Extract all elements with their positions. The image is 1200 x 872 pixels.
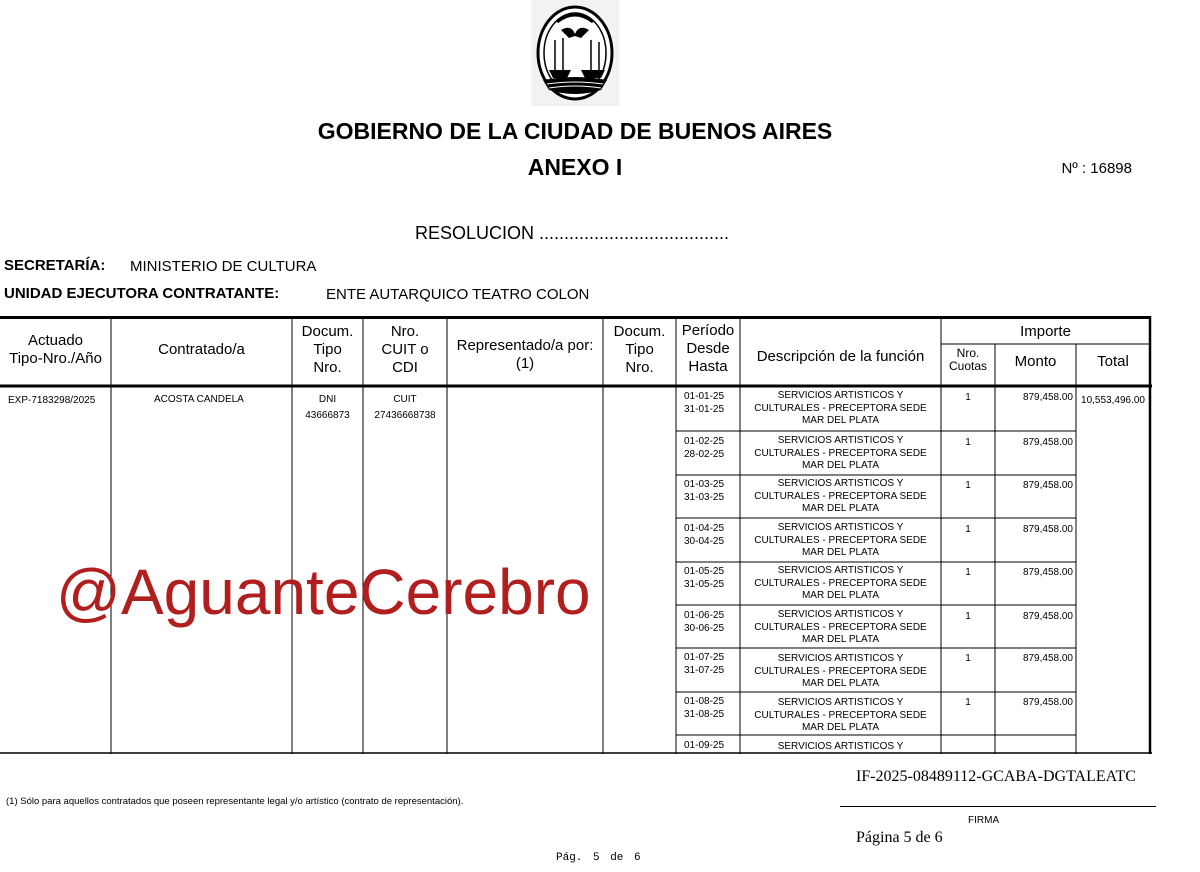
header-importe: Importe <box>1020 323 1071 340</box>
table-row <box>676 735 1076 753</box>
row-monto: 879,458.00 <box>1022 392 1073 403</box>
record-documento: DNI 43666873 <box>305 394 350 421</box>
row-period: 01-04-25 30-04-25 <box>684 523 725 547</box>
row-cuotas: 1 <box>965 437 971 448</box>
row-cuotas: 1 <box>965 392 971 403</box>
watermark-text: @AguanteCerebro <box>56 556 591 628</box>
unidad-label: UNIDAD EJECUTORA CONTRATANTE: <box>4 285 280 302</box>
row-period: 01-06-25 30-06-25 <box>684 610 725 634</box>
signature-label: FIRMA <box>968 815 1000 826</box>
row-monto: 879,458.00 <box>1022 567 1073 578</box>
table-row <box>676 431 1076 475</box>
header-periodo: Período Desde Hasta <box>681 322 735 375</box>
row-period: 01-03-25 31-03-25 <box>684 479 725 503</box>
row-cuotas: 1 <box>965 653 971 664</box>
row-cuotas: 1 <box>965 611 971 622</box>
page-indicator: Página 5 de 6 <box>856 829 943 846</box>
city-seal <box>531 0 619 106</box>
row-description: SERVICIOS ARTISTICOS Y <box>777 741 904 752</box>
header-contratado: Contratado/a <box>158 341 245 358</box>
document-number: Nº : 16898 <box>1061 160 1132 177</box>
row-monto: 879,458.00 <box>1022 437 1073 448</box>
government-title: GOBIERNO DE LA CIUDAD DE BUENOS AIRES <box>317 118 833 144</box>
footnote: (1) Sólo para aquellos contratados que poseen representante legal y/o artístico (contrato de representación). <box>6 796 464 807</box>
row-description: SERVICIOS ARTISTICOS Y CULTURALES - PRECEPTORA SEDE MAR DEL PLATA <box>754 697 927 733</box>
secretaria-value: MINISTERIO DE CULTURA <box>130 258 317 275</box>
page-footer: Pág. 5 de 6 <box>556 852 641 864</box>
header-monto: Monto <box>1014 353 1057 370</box>
table-row <box>676 475 1076 518</box>
table-row <box>676 605 1076 648</box>
signature-line <box>840 806 1156 807</box>
header-cuotas: Nro. Cuotas <box>948 346 988 373</box>
row-period: 01-05-25 31-05-25 <box>684 566 725 590</box>
row-period: 01-02-25 28-02-25 <box>684 436 725 460</box>
record-total: 10,553,496.00 <box>1081 395 1145 406</box>
annex-title: ANEXO I <box>527 154 623 180</box>
record-contratado: ACOSTA CANDELA <box>154 394 244 405</box>
table-row <box>676 562 1076 605</box>
row-monto: 879,458.00 <box>1022 524 1073 535</box>
row-description: SERVICIOS ARTISTICOS Y CULTURALES - PRECEPTORA SEDE MAR DEL PLATA <box>754 609 927 645</box>
header-representado: Representado/a por: (1) <box>456 337 594 372</box>
row-description: SERVICIOS ARTISTICOS Y CULTURALES - PRECEPTORA SEDE MAR DEL PLATA <box>754 390 927 426</box>
row-description: SERVICIOS ARTISTICOS Y CULTURALES - PRECEPTORA SEDE MAR DEL PLATA <box>754 435 927 471</box>
row-cuotas: 1 <box>965 480 971 491</box>
record-actuado: EXP-7183298/2025 <box>8 395 96 406</box>
row-description: SERVICIOS ARTISTICOS Y CULTURALES - PRECEPTORA SEDE MAR DEL PLATA <box>754 565 927 601</box>
row-period: 01-01-25 31-01-25 <box>684 391 725 415</box>
row-monto: 879,458.00 <box>1022 480 1073 491</box>
header-descripcion: Descripción de la función <box>756 348 925 365</box>
row-monto: 879,458.00 <box>1022 697 1073 708</box>
document-id: IF-2025-08489112-GCABA-DGTALEATC <box>856 768 1136 785</box>
row-cuotas: 1 <box>965 567 971 578</box>
row-monto: 879,458.00 <box>1022 611 1073 622</box>
header-docum: Docum. Tipo Nro. <box>301 323 354 376</box>
header-cuit: Nro. CUIT o CDI <box>381 323 429 376</box>
unidad-value: ENTE AUTARQUICO TEATRO COLON <box>326 286 590 303</box>
row-description: SERVICIOS ARTISTICOS Y CULTURALES - PRECEPTORA SEDE MAR DEL PLATA <box>754 522 927 558</box>
header-docum-2: Docum. Tipo Nro. <box>613 323 666 376</box>
row-period: 01-07-25 31-07-25 <box>684 652 725 676</box>
row-period: 01-09-25 <box>684 740 725 751</box>
row-monto: 879,458.00 <box>1022 653 1073 664</box>
table-row <box>676 648 1076 692</box>
table-row <box>676 388 1076 431</box>
row-description: SERVICIOS ARTISTICOS Y CULTURALES - PRECEPTORA SEDE MAR DEL PLATA <box>754 653 927 689</box>
header-actuado: Actuado Tipo-Nro./Año <box>9 332 102 367</box>
contracts-table <box>0 316 1152 754</box>
table-row <box>676 518 1076 562</box>
row-cuotas: 1 <box>965 697 971 708</box>
header-total: Total <box>1097 353 1129 370</box>
row-cuotas: 1 <box>965 524 971 535</box>
secretaria-label: SECRETARÍA: <box>4 257 106 274</box>
record-cuit: CUIT 27436668738 <box>374 394 436 421</box>
table-row <box>676 692 1076 735</box>
row-period: 01-08-25 31-08-25 <box>684 696 725 720</box>
resolution-line: RESOLUCION ...................................... <box>415 223 730 243</box>
row-description: SERVICIOS ARTISTICOS Y CULTURALES - PRECEPTORA SEDE MAR DEL PLATA <box>754 478 927 514</box>
